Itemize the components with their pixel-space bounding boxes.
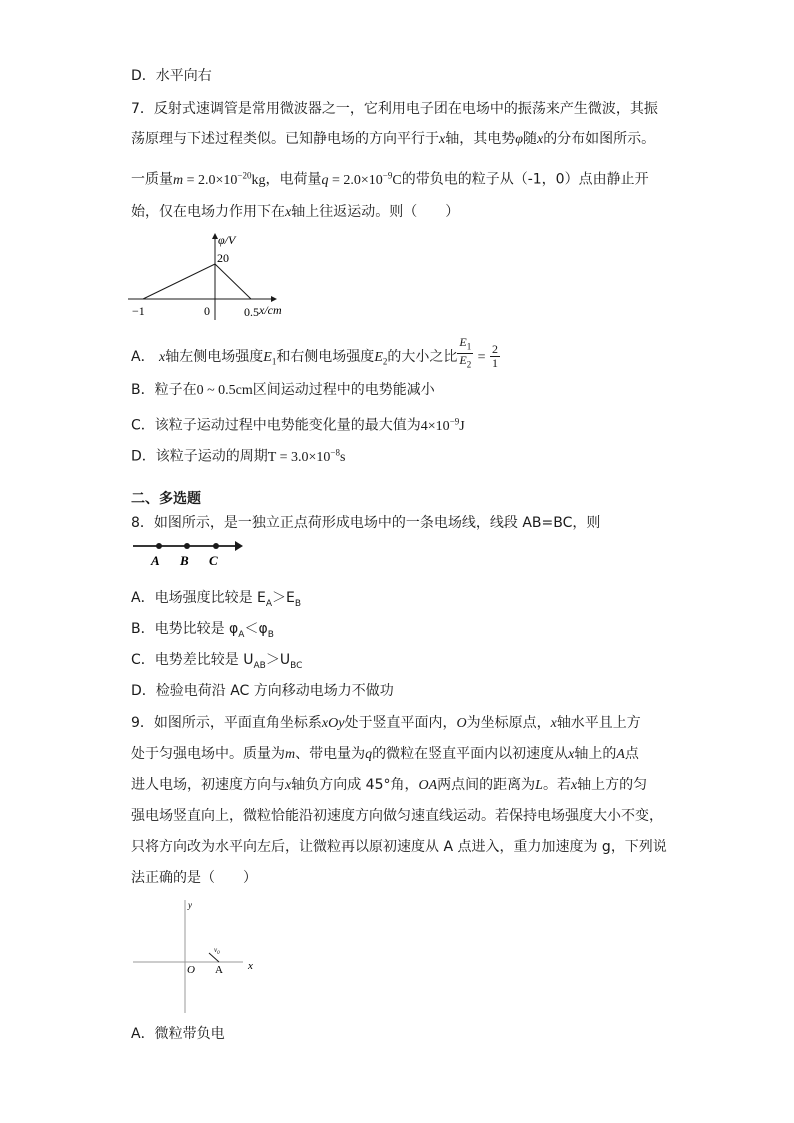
x-axis-label: x: [248, 960, 253, 972]
q9-option-a: A．微粒带负电: [131, 1026, 225, 1042]
label-c: C: [209, 553, 218, 568]
tick-05: 0.5: [244, 305, 259, 319]
q7-option-b: B．粒子在0 ~ 0.5cm区间运动过程中的电势能减小: [131, 382, 435, 398]
label-a: A: [151, 553, 160, 568]
point-c: [213, 543, 219, 549]
q9-stem-line1: 9．如图所示，平面直角坐标系xOy处于竖直平面内，O为坐标原点，x轴水平且上方: [131, 715, 641, 731]
point-a-label: A: [215, 964, 223, 976]
section-heading-multiple-choice: 二、多选题: [131, 491, 201, 507]
x-axis-label: x/cm: [259, 303, 282, 317]
tick-0: 0: [204, 304, 210, 318]
q7-stem-line1: 7．反射式速调管是常用微波器之一，它利用电子团在电场中的振荡来产生微波，其振: [131, 101, 658, 117]
q6-option-d: D．水平向右: [131, 68, 212, 84]
velocity-label: $v_0$: [214, 946, 220, 956]
q7-stem-line2: 荡原理与下述过程类似。已知静电场的方向平行于x轴，其电势φ随x的分布如图所示。: [131, 131, 656, 147]
tick-neg1: −1: [132, 304, 145, 318]
peak-label: 20: [217, 251, 229, 265]
point-b: [184, 543, 190, 549]
q8-option-b: B．电势比较是 $\varphi_A<\varphi_B$: [131, 621, 274, 640]
q7-option-a: A． x轴左侧电场强度$E_1$和右侧电场强度$E_2$的大小之比 $\frac{E_1}{E_2}$ = $\frac{2}{1}$: [131, 335, 499, 371]
q7-stem-line3: 一质量$m = 2.0\times 10^{-20}kg$，电荷量$q = 2.0\times 10^{-9}C$的带负电的粒子从（-1，0）点由静止开: [131, 170, 649, 188]
point-a: [156, 543, 162, 549]
potential-curve: [143, 264, 251, 299]
q8-option-c: C．电势差比较是 $U_{AB}>U_{BC}$: [131, 652, 303, 671]
q8-stem: 8．如图所示，是一独立正点荷形成电场中的一条电场线，线段 AB=BC，则: [131, 515, 601, 531]
q8-option-d: D．检验电荷沿 AC 方向移动电场力不做功: [131, 683, 394, 699]
label-b: B: [180, 553, 189, 568]
y-axis-label: φ/V: [218, 233, 236, 247]
q8-option-a: A．电场强度比较是 $E_A>E_B$: [131, 590, 302, 609]
q7-option-c: C．该粒子运动过程中电势能变化量的最大值为$4\times 10^{-9}J$: [131, 416, 465, 434]
q7-potential-graph: [128, 230, 298, 322]
q7-option-d: D．该粒子运动的周期$T = 3.0\times 10^{-8}s$: [131, 447, 346, 465]
q9-stem-line3: 进人电场，初速度方向与x轴负方向成 45°角，OA两点间的距离为L。若x轴上方的匀: [131, 777, 648, 793]
q9-coordinate-figure: [131, 895, 261, 1015]
q9-stem-line4: 强电场竖直向上，微粒恰能沿初速度方向做匀速直线运动。若保持电场强度大小不变，: [131, 808, 663, 824]
y-axis-label: y: [188, 900, 192, 910]
q9-stem-line2: 处于匀强电场中。质量为m、带电量为q的微粒在竖直平面内以初速度从x轴上的A点: [131, 746, 639, 762]
q9-stem-line5: 只将方向改为水平向左后，让微粒再以原初速度从 A 点进入，重力加速度为 g，下列说: [131, 839, 667, 855]
origin-label: O: [187, 964, 195, 976]
q9-stem-line6: 法正确的是（ ）: [131, 870, 257, 886]
mass-value: $m = 2.0\times 10^{-20}kg$: [173, 170, 266, 188]
q8-field-line: [131, 537, 246, 569]
q7-stem-line4: 始，仅在电场力作用下在x轴上往返运动。则（ ）: [131, 204, 460, 220]
charge-value: $q = 2.0\times 10^{-9}C$: [321, 170, 402, 188]
